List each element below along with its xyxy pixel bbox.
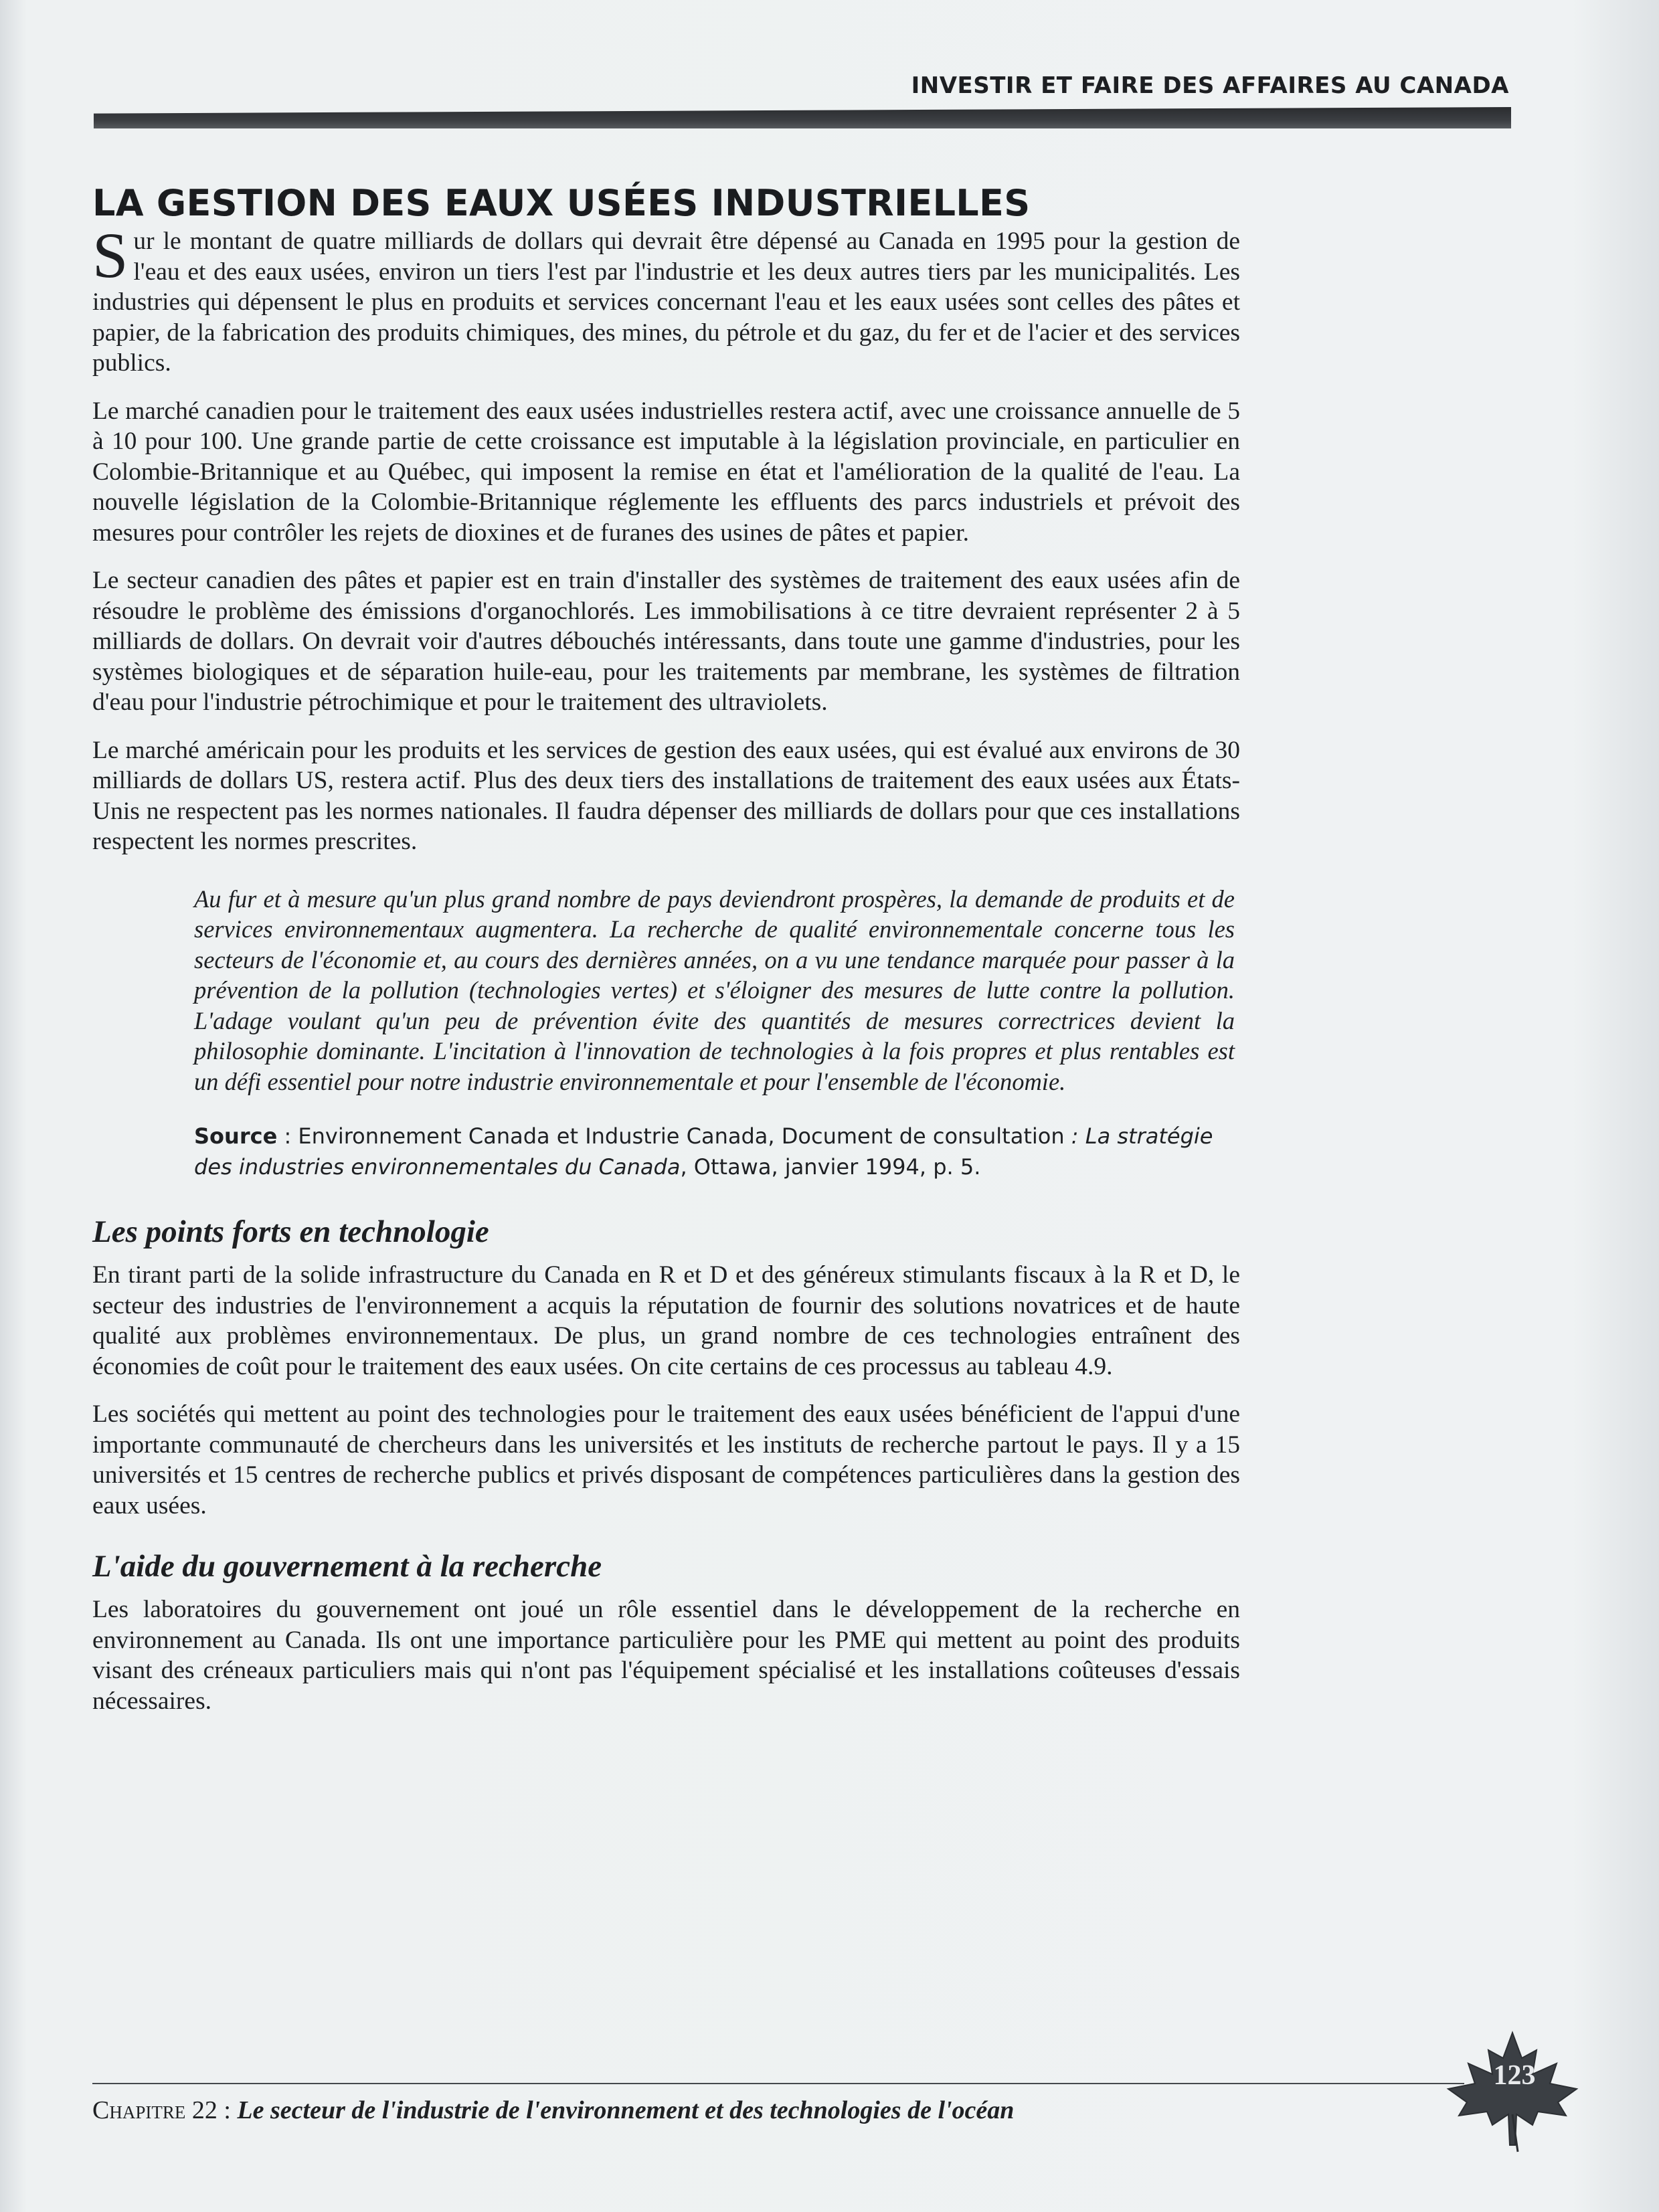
page-number: 123 (1493, 2060, 1536, 2091)
page-title: LA GESTION DES EAUX USÉES INDUSTRIELLES (92, 182, 1031, 224)
running-head: INVESTIR ET FAIRE DES AFFAIRES AU CANADA (911, 72, 1509, 99)
page-number-badge (1439, 2027, 1586, 2154)
pull-quote-text: Au fur et à mesure qu'un plus grand nombre de pays deviendront prospères, la demande de produits et de services environnementaux augmentera. La recherche de qualité environnementale concerne tous les secteurs de l'économie et, au cours des dernières années, on a vu une tendance marquée pour passer à la prévention de la pollution (technologies vertes) et s'éloigner des mesures de lutte contre la pollution. L'adage voulant qu'un peu de prévention évite des quantités de mesures correctrices devient la philosophie dominante. L'incitation à l'innovation de technologies à la fois propres et plus rentables est un défi essentiel pour notre industrie environnementale et pour l'ensemble de l'économie. (194, 885, 1235, 1095)
footer (92, 2094, 1270, 2126)
pull-quote (194, 884, 1235, 1097)
paragraph: Le marché canadien pour le traitement des eaux usées industrielles restera actif, avec une croissance annuelle de 5 à 10 pour 100. Une grande partie de cette croissance est imputable à la législation provinciale, en particulier en Colombie-Britannique et au Québec, qui imposent la remise en état et l'amélioration de la qualité de l'eau. La nouvelle législation de la Colombie-Britannique réglemente les effluents des parcs industriels et prévoit des mesures pour contrôler les rejets de dioxines et de furanes des usines de pâtes et papier. (92, 397, 1240, 547)
paragraph: Les laboratoires du gouvernement ont joué un rôle essentiel dans le développement de la recherche en environnement au Canada. Ils ont une importance particulière pour les PME qui mettent au point des produits visant des créneaux particuliers mais qui n'ont pas l'équipement spécialisé et les installations coûteuses d'essais nécessaires. (92, 1596, 1240, 1715)
source-label: Source (194, 1123, 278, 1149)
source-tail: , Ottawa, janvier 1994, p. 5. (680, 1154, 981, 1180)
paragraph: En tirant parti de la solide infrastructure du Canada en R et D et des généreux stimulants fiscaux à la R et D, le secteur des industries de l'environnement a acquis la réputation de fournir des solutions novatrices et de haute qualité aux problèmes environnementaux. De plus, un grand nombre de ces technologies entraînent des économies de coût pour le traitement des eaux usées. On cite certains de ces processus au tableau 4.9. (92, 1261, 1240, 1380)
quote-source (194, 1121, 1235, 1182)
paragraph: Le secteur canadien des pâtes et papier est en train d'installer des systèmes de traitement des eaux usées afin de résoudre le problème des émissions d'organochlorés. Les immobilisations à ce titre devraient représenter 2 à 5 milliards de dollars. On devrait voir d'autres débouchés intéressants, dans toute une gamme d'industries, pour les systèmes biologiques et de séparation huile-eau, pour les traitements par membrane, les systèmes de filtration d'eau pour l'industrie pétrochimique et pour le traitement des ultraviolets. (92, 567, 1240, 716)
paragraph: Les sociétés qui mettent au point des technologies pour le traitement des eaux usées bénéficient de l'appui d'une importante communauté de chercheurs dans les universités et les instituts de recherche partout le pays. Il y a 15 universités et 15 centres de recherche publics et privés disposant de compétences particulières dans la gestion des eaux usées. (92, 1400, 1240, 1519)
source-colon: : (1071, 1123, 1085, 1149)
section-heading: L'aide du gouvernement à la recherche (92, 1549, 602, 1584)
paragraph: Sur le montant de quatre milliards de dollars qui devrait être dépensé au Canada en 1995 pour la gestion de l'eau et des eaux usées, environ un tiers l'est par l'industrie et les deux autres tiers par les municipalités. Les industries qui dépensent le plus en produits et services concernant l'eau et les eaux usées sont celles des pâtes et papier, de la fabrication des produits chimiques, des mines, du pétrole et du gaz, du fer et de l'acier et des services publics. (92, 219, 1240, 377)
footer-rule (92, 2083, 1464, 2084)
paragraph: Le marché américain pour les produits et les services de gestion des eaux usées, qui est évalué aux environs de 30 milliards de dollars US, restera actif. Plus des deux tiers des installations de traitement des eaux usées aux États-Unis ne respectent pas les normes nationales. Il faudra dépenser des milliards de dollars pour que ces installations respectent les normes prescrites. (92, 736, 1240, 855)
footer-chapter-label: Chapitre 22 (92, 2096, 217, 2124)
source-text: Environnement Canada et Industrie Canada, Document de consultation (298, 1123, 1071, 1149)
source-title: La stratégie des industries environnementales du Canada (194, 1123, 1213, 1180)
footer-separator: : (217, 2096, 238, 2124)
footer-chapter-title: Le secteur de l'industrie de l'environnement et des technologies de l'océan (237, 2096, 1015, 2124)
source-separator: : (277, 1123, 298, 1149)
section-heading: Les points forts en technologie (92, 1214, 489, 1249)
main-content (92, 181, 1240, 1734)
header-rule (94, 107, 1511, 128)
